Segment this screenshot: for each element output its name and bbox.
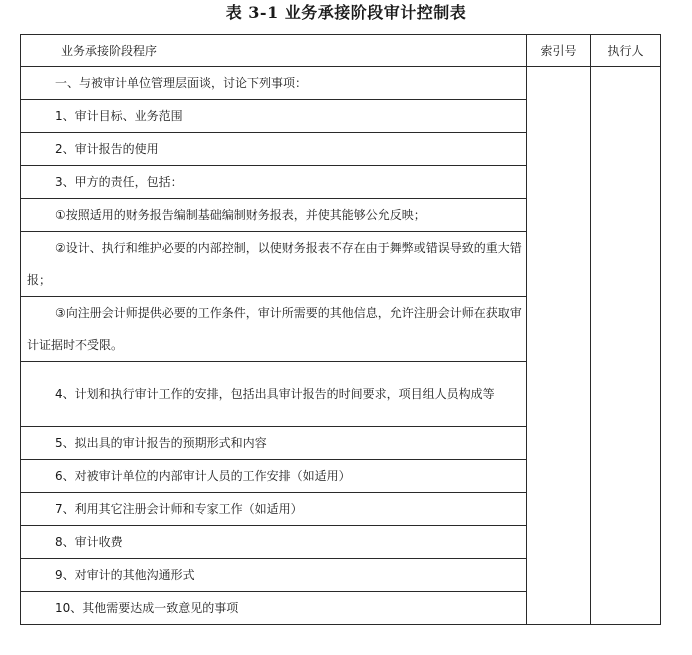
table-header-row	[21, 35, 661, 67]
procedure-cell: ①按照适用的财务报告编制基础编制财务报表，并使其能够公允反映；	[21, 199, 527, 232]
executor-cell	[591, 67, 661, 625]
procedure-cell: 2、审计报告的使用	[21, 133, 527, 166]
procedure-cell: 10、其他需要达成一致意见的事项	[21, 592, 527, 625]
header-procedure: 业务承接阶段程序	[21, 35, 527, 67]
procedure-cell: 7、利用其它注册会计师和专家工作（如适用）	[21, 493, 527, 526]
index-number-cell	[527, 67, 591, 625]
table-row	[21, 67, 661, 100]
procedure-cell: ②设计、执行和维护必要的内部控制，以使财务报表不存在由于舞弊或错误导致的重大错报；	[21, 232, 527, 297]
procedure-cell: 4、计划和执行审计工作的安排，包括出具审计报告的时间要求，项目组人员构成等	[21, 362, 527, 427]
procedure-cell: 6、对被审计单位的内部审计人员的工作安排（如适用）	[21, 460, 527, 493]
header-executor: 执行人	[591, 35, 661, 67]
table-title: 表 3-1 业务承接阶段审计控制表	[225, 3, 467, 22]
header-index-number: 索引号	[527, 35, 591, 67]
procedure-cell: 8、审计收费	[21, 526, 527, 559]
audit-control-table	[20, 34, 661, 625]
procedure-cell: ③向注册会计师提供必要的工作条件，审计所需要的其他信息，允许注册会计师在获取审计证据时不受限。	[21, 297, 527, 362]
procedure-cell: 5、拟出具的审计报告的预期形式和内容	[21, 427, 527, 460]
procedure-cell: 一、与被审计单位管理层面谈，讨论下列事项：	[21, 67, 527, 100]
procedure-cell: 1、审计目标、业务范围	[21, 100, 527, 133]
procedure-cell: 3、甲方的责任，包括：	[21, 166, 527, 199]
procedure-cell: 9、对审计的其他沟通形式	[21, 559, 527, 592]
